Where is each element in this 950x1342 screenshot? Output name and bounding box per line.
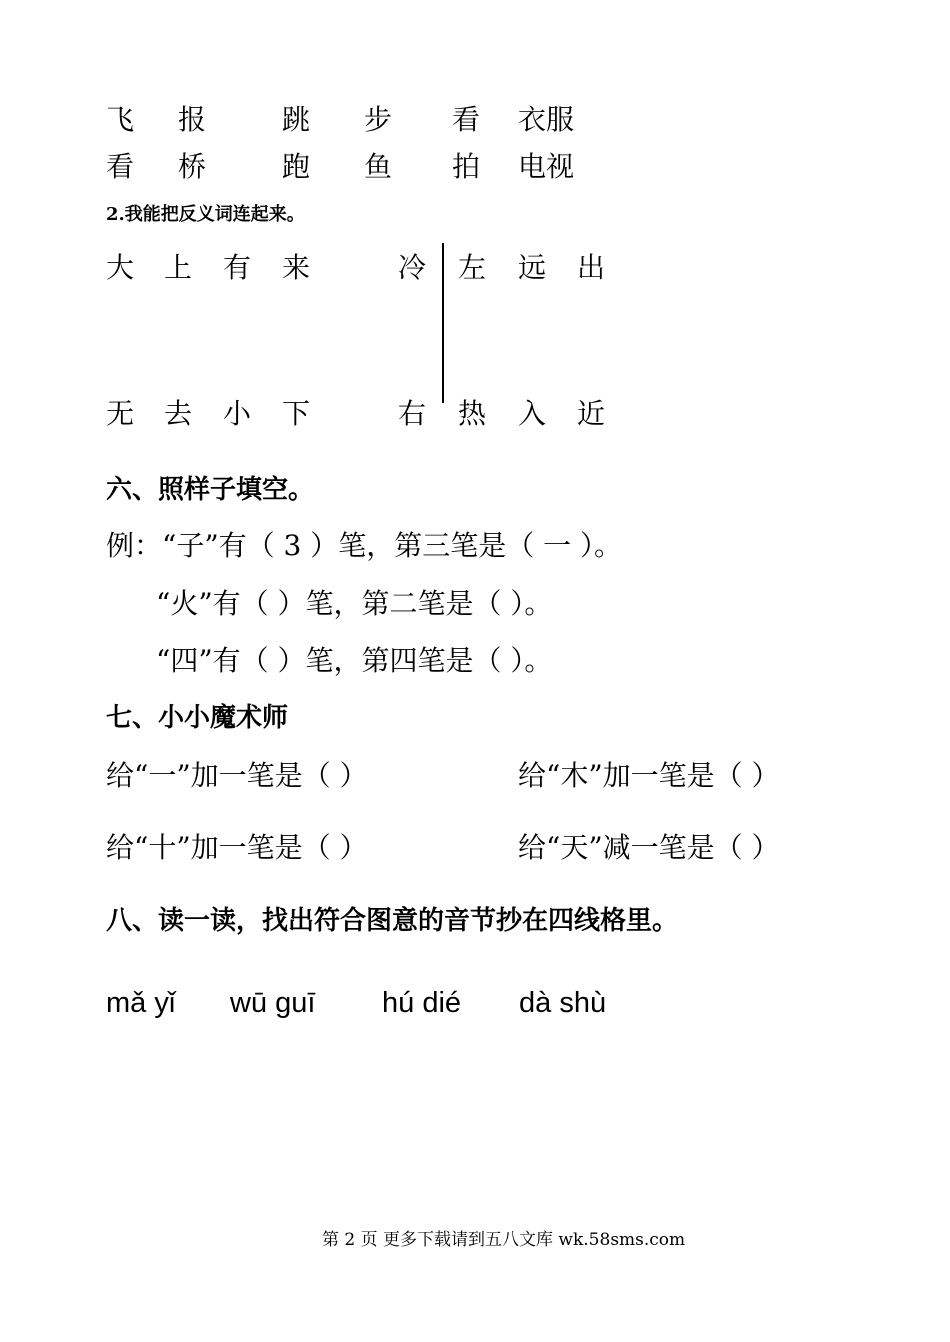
word-row1-3: 跳	[282, 103, 311, 136]
antonym-left-top-4: 来	[282, 251, 311, 284]
antonym-left-top-3: 有	[223, 251, 252, 284]
divider-line	[442, 243, 444, 403]
word-row2-6: 电视	[518, 150, 575, 183]
word-row2-1: 看	[106, 150, 135, 183]
pinyin-1: mǎ yǐ	[106, 987, 176, 1019]
antonym-right-top-4: 出	[577, 251, 606, 284]
word-row2-5: 拍	[452, 150, 481, 183]
word-row2-2: 桥	[178, 150, 207, 183]
section6-question2: “四”有（ ）笔，第四笔是（ ）。	[156, 644, 553, 677]
word-row1-2: 报	[178, 103, 207, 136]
section7-item4: 给“天”减一笔是（ ）	[518, 831, 780, 864]
antonym-left-bottom-3: 小	[223, 397, 252, 430]
section7-item1: 给“一”加一笔是（ ）	[106, 759, 368, 792]
word-row2-3: 跑	[282, 150, 311, 183]
word-row1-6: 衣服	[518, 103, 575, 136]
antonym-right-bottom-1: 右	[398, 397, 427, 430]
word-row1-5: 看	[452, 103, 481, 136]
antonym-right-top-2: 左	[458, 251, 487, 284]
word-row1-1: 飞	[106, 103, 135, 136]
antonym-left-top-1: 大	[106, 251, 135, 284]
antonym-title: 2.我能把反义词连起来。	[106, 204, 305, 225]
antonym-left-top-2: 上	[164, 251, 193, 284]
section8-heading: 八、读一读，找出符合图意的音节抄在四线格里。	[106, 906, 679, 936]
section7-item3: 给“十”加一笔是（ ）	[106, 831, 368, 864]
pinyin-3: hú dié	[382, 987, 462, 1019]
antonym-right-top-1: 冷	[398, 251, 427, 284]
section7-item2: 给“木”加一笔是（ ）	[518, 759, 780, 792]
antonym-right-bottom-2: 热	[458, 397, 487, 430]
pinyin-4: dà shù	[519, 987, 607, 1019]
antonym-left-bottom-4: 下	[282, 397, 311, 430]
word-row2-4: 鱼	[364, 150, 393, 183]
antonym-left-bottom-1: 无	[106, 397, 135, 430]
antonym-right-top-3: 远	[518, 251, 547, 284]
section6-question1: “火”有（ ）笔，第二笔是（ ）。	[156, 587, 553, 620]
word-row1-4: 步	[364, 103, 393, 136]
page-footer: 第 2 页 更多下载请到五八文库 wk.58sms.com	[322, 1230, 686, 1250]
antonym-left-bottom-2: 去	[164, 397, 193, 430]
section7-heading: 七、小小魔术师	[106, 703, 289, 733]
antonym-right-bottom-3: 入	[518, 397, 547, 430]
antonym-right-bottom-4: 近	[577, 397, 606, 430]
section6-example: 例：“子”有（ 3 ）笔，第三笔是（ 一 ）。	[106, 529, 623, 562]
section6-heading: 六、照样子填空。	[106, 475, 315, 505]
pinyin-2: wū guī	[230, 987, 316, 1019]
